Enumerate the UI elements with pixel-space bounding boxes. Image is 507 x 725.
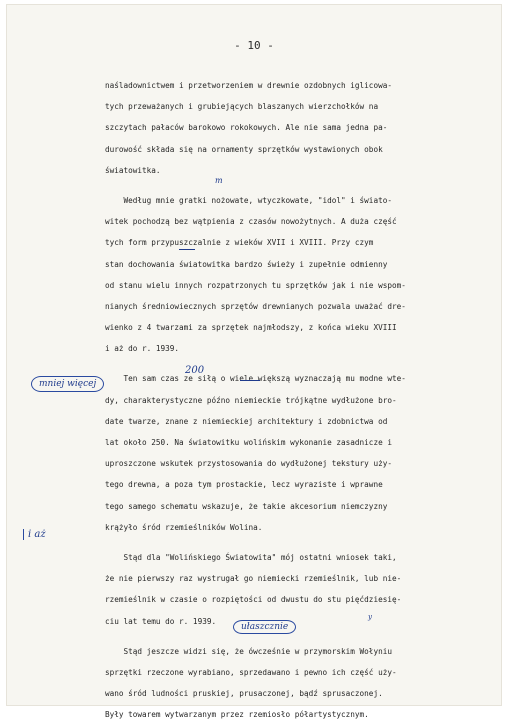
text-line: Stąd jeszcze widzi się, że ówcześnie w przymorskim Wołyniu	[105, 646, 392, 656]
handwritten-correction-m: m	[215, 176, 223, 185]
text-line: światowitka.	[105, 165, 161, 175]
text-line: stan dochowania światowitka bardzo świeży i zupełnie odmienny	[105, 259, 388, 269]
text-line: wienko z 4 twarzami za sprzętek najmłodszy, z końca wieku XVIII	[105, 323, 397, 333]
margin-note-mniej-wiecej: mniej więcej	[31, 376, 104, 392]
text-line: lat około 250. Na światowitku wolińskim wykonanie zasadnicze i	[105, 438, 392, 447]
text-line	[105, 538, 495, 547]
handwritten-correction-200: 200	[185, 365, 205, 376]
text-line	[105, 359, 495, 368]
text-line	[105, 632, 495, 641]
text-line: wano śród ludności pruskiej, prusaczonej, bądź sprusaczonej.	[105, 689, 383, 699]
text-line: Według mnie gratki nożowate, wtyczkowate, "idol" i świato-	[105, 195, 392, 205]
text-line: dy, charakterystyczne późno niemieckie trójkątne wydłużone bro-	[105, 395, 397, 405]
text-line: uproszczone wskutek przystosowania do wydłużonej tekstury uży-	[105, 459, 392, 469]
text-line: tych form przypuszczalnie z wieków XVII i XVIII. Przy czym	[105, 238, 374, 248]
text-line: szczytach pałaców barokowo rokokowych. Ale nie sama jedna pa-	[105, 123, 388, 133]
text-line: nianych średniowiecznych sprzętów drewnianych pozwala uważać dre-	[105, 301, 406, 311]
text-line: naśladownictwem i przetworzeniem w drewnie ozdobnych iglicowa-	[105, 81, 392, 90]
text-line: durowość składa się na ornamenty sprzętków wystawionych obok	[105, 144, 383, 154]
text-line: krążyło śród rzemieślników Wolina.	[105, 522, 263, 532]
margin-note-i-az: i aż	[23, 529, 46, 540]
text-line: tego drewna, a poza tym prostackie, lecz wyraziste i wprawne	[105, 480, 383, 490]
text-line: że nie pierwszy raz wystrugał go niemiecki rzemieślnik, lub nie-	[105, 574, 402, 584]
typed-text-body	[105, 75, 495, 725]
text-line: tych przeważanych i grubiejących blaszanych wierzchołków na	[105, 102, 379, 112]
text-line: witek pochodzą bez wątpienia z czasów nowożytnych. A duża część	[105, 217, 397, 227]
page-number: - 10 -	[234, 39, 274, 52]
text-line	[105, 181, 495, 190]
text-line: od stanu wielu innych rozpatrzonych tu sprzętków jak i nie wspom-	[105, 280, 406, 290]
handwritten-correction-y: y	[368, 613, 372, 621]
handwritten-note-bottom: ułaszcznie	[233, 620, 296, 634]
text-line: Ten sam czas ze siłą o wiele większą wyznaczają mu modne wte-	[105, 374, 406, 384]
text-line: tego samego schematu wskazuje, że takie akcesorium niemczyzny	[105, 501, 388, 511]
strikethrough-mark	[179, 249, 195, 250]
text-line: i aż do r. 1939.	[105, 344, 180, 354]
text-line: ciu lat temu do r. 1939.	[105, 616, 217, 626]
text-line: Były towarem wytwarzanym przez rzemiosło półartystycznym.	[105, 710, 369, 720]
text-line: Stąd dla "Wolińskiego Światowita" mój ostatni wniosek taki,	[105, 552, 397, 562]
text-line: sprzętki rzeczone wyrabiano, sprzedawano i pewno ich część uży-	[105, 667, 397, 677]
text-line: date twarze, znane z niemieckiej architektury i zdobnictwa od	[105, 416, 388, 426]
strikethrough-mark	[240, 380, 260, 381]
document-page	[6, 4, 502, 720]
text-line: rzemieślnik w czasie o rozpiętości od dwustu do stu pięćdziesię-	[105, 595, 402, 605]
